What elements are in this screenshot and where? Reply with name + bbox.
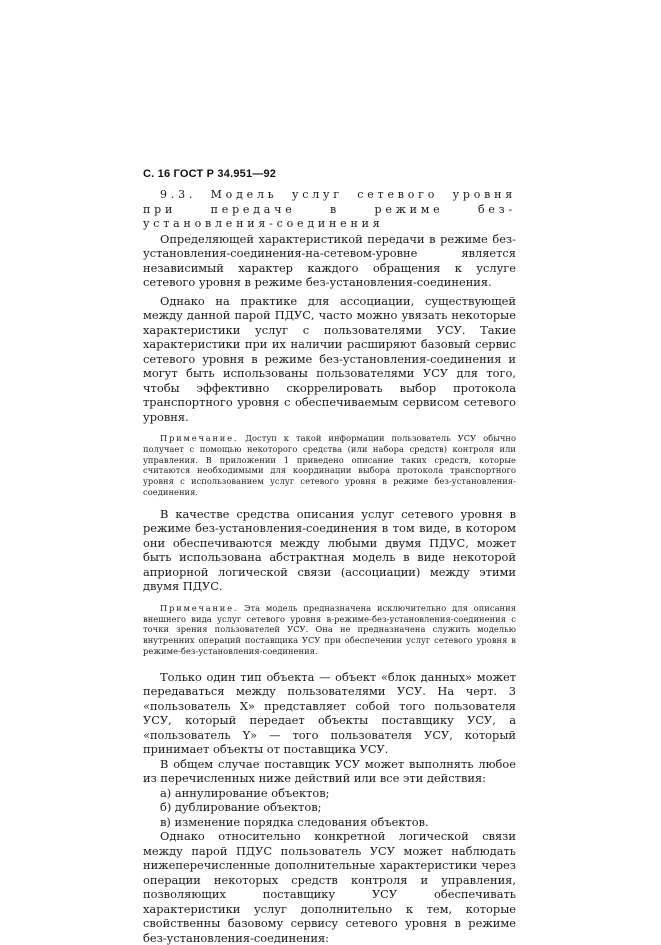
list-item-a: а) аннулирование объектов;	[160, 785, 330, 800]
note-1-lead: Примечание.	[160, 433, 239, 443]
paragraph-6: Однако относительно конкретной логической связи между парой ПДУС пользователь УСУ может наблюдать нижеперечисленные дополнительные характеристики через операции некоторых средств контроля и управления, позволяющих поставщику УСУ обеспечивать характеристики услуг дополнительно к тем, которые свойственны базовому сервису сетевого уровня в режиме без-установления-соединения:	[143, 829, 516, 945]
list-item-c: в) изменение порядка следования объектов.	[160, 814, 429, 829]
list-item-b: б) дублирование объектов;	[160, 800, 322, 815]
note-2-lead: Примечание.	[160, 602, 239, 613]
paragraph-5: В общем случае поставщик УСУ может выполнять любое из перечисленных ниже действий или все эти действия:	[143, 756, 516, 786]
section-heading: 9.3. Модель услуг сетевого уровня при передаче в режиме без-установления-соединения	[143, 188, 516, 230]
note-2	[143, 603, 516, 657]
paragraph-2: Однако на практике для ассоциации, существующей между данной парой ПДУС, часто можно увязать некоторые характеристики услуг с пользователями УСУ. Такие характеристики при их наличии расширяют базовый сервис сетевого уровня в режиме без-установления-соединения и могут быть использованы пользователями УСУ для того, чтобы эффективно скоррелировать выбор протокола транспортного уровня с обеспечиваемым сервисом сетевого уровня.	[143, 293, 516, 424]
paragraph-1: Определяющей характеристикой передачи в режиме без-установления-соединения-на-сетевом-уровне является независимый характер каждого обращения к услуге сетевого уровня в режиме без-установления-соединения.	[143, 231, 516, 289]
note-1	[143, 433, 516, 498]
paragraph-4: Только один тип объекта — объект «блок данных» может передаваться между пользователями УСУ. На черт. 3 «пользователь X» представляет собой того пользователя УСУ, который передает объекты поставщику УСУ, а «пользователь Y» — того пользователя УСУ, который принимает объекты от поставщика УСУ.	[143, 669, 516, 757]
note-2-text: Эта модель предназначена исключительно для описания внешнего вида услуг сетевого уровня в-режиме-без-установления-соединения с точки зрения пользователей УСУ. Она не предназначена служить моделью внутренних операций поставщика УСУ при обеспечении услуг сетевого уровня в режиме-без-установления-соединения.	[143, 602, 517, 656]
paragraph-3: В качестве средства описания услуг сетевого уровня в режиме без-установления-соединения в том виде, в котором они обеспечиваются между любыми двумя ПДУС, может быть использована абстрактная модель в виде некоторой априорной логической связи (ассоциации) между этими двумя ПДУС.	[143, 506, 516, 594]
note-1-text: Доступ к такой информации пользователь УСУ обычно получает с помощью некоторого средства (или набора средств) контроля или управления. В приложении 1 приведено описание таких средств, которые считаются необходимыми для координации выбора протокола транспортного уровня с использованием услуг сетевого уровня в режиме без-установления-соединения.	[143, 433, 517, 497]
page-header: С. 16 ГОСТ Р 34.951—92	[143, 168, 277, 180]
page-content	[143, 188, 516, 945]
